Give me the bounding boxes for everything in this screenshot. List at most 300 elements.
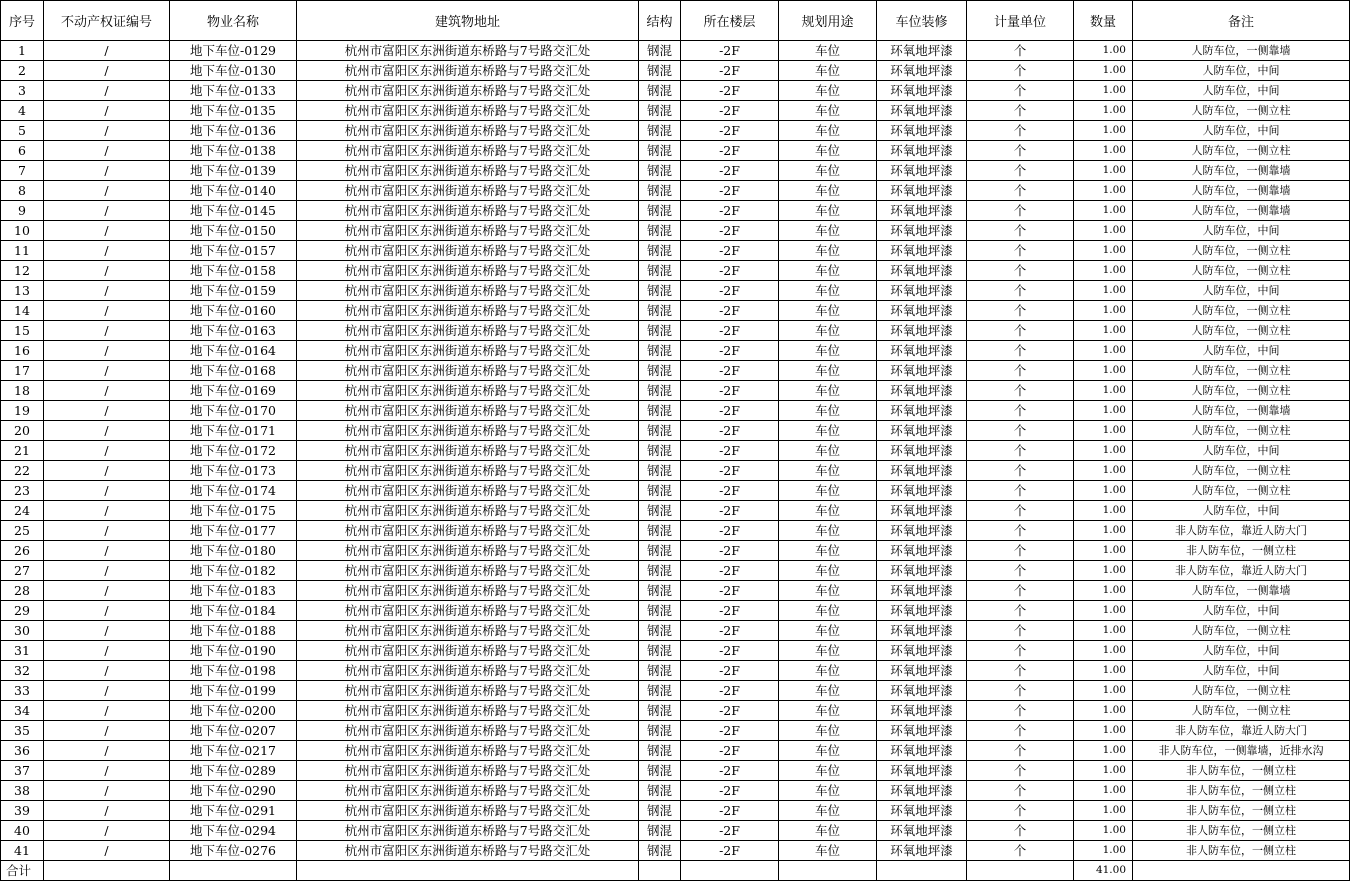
cell-structure: 钢混 (639, 321, 681, 341)
cell-index: 1 (1, 41, 44, 61)
table-row (1, 221, 1350, 241)
cell-quantity: 1.00 (1074, 741, 1133, 761)
cell-address: 杭州市富阳区东洲街道东桥路与7号路交汇处 (297, 161, 639, 181)
cell-structure: 钢混 (639, 161, 681, 181)
cell-certificate-no: / (44, 381, 170, 401)
cell-planned-use: 车位 (779, 821, 877, 841)
cell-certificate-no: / (44, 241, 170, 261)
cell-certificate-no: / (44, 781, 170, 801)
cell-index: 2 (1, 61, 44, 81)
cell-finish: 环氧地坪漆 (877, 261, 967, 281)
cell-remark: 人防车位，一侧立柱 (1133, 321, 1350, 341)
cell-structure: 钢混 (639, 701, 681, 721)
cell-structure: 钢混 (639, 841, 681, 861)
table-row (1, 261, 1350, 281)
cell-index: 21 (1, 441, 44, 461)
table-row (1, 181, 1350, 201)
cell-address: 杭州市富阳区东洲街道东桥路与7号路交汇处 (297, 781, 639, 801)
cell-property-name: 地下车位-0290 (170, 781, 297, 801)
cell-unit: 个 (967, 361, 1074, 381)
cell-index: 4 (1, 101, 44, 121)
total-quantity: 41.00 (1074, 861, 1133, 881)
cell-floor: -2F (681, 821, 779, 841)
cell-property-name: 地下车位-0160 (170, 301, 297, 321)
cell-finish: 环氧地坪漆 (877, 281, 967, 301)
cell-address: 杭州市富阳区东洲街道东桥路与7号路交汇处 (297, 341, 639, 361)
cell-quantity: 1.00 (1074, 581, 1133, 601)
cell-planned-use: 车位 (779, 781, 877, 801)
cell-quantity: 1.00 (1074, 181, 1133, 201)
cell-property-name: 地下车位-0138 (170, 141, 297, 161)
table-row (1, 521, 1350, 541)
cell-address: 杭州市富阳区东洲街道东桥路与7号路交汇处 (297, 761, 639, 781)
cell-structure: 钢混 (639, 521, 681, 541)
cell-finish: 环氧地坪漆 (877, 761, 967, 781)
cell-address: 杭州市富阳区东洲街道东桥路与7号路交汇处 (297, 521, 639, 541)
cell-structure: 钢混 (639, 141, 681, 161)
cell-property-name: 地下车位-0171 (170, 421, 297, 441)
table-row (1, 381, 1350, 401)
cell-index: 11 (1, 241, 44, 261)
cell-floor: -2F (681, 541, 779, 561)
cell-property-name: 地下车位-0170 (170, 401, 297, 421)
cell-certificate-no: / (44, 301, 170, 321)
cell-quantity: 1.00 (1074, 81, 1133, 101)
cell-index: 6 (1, 141, 44, 161)
cell-planned-use: 车位 (779, 421, 877, 441)
cell-finish: 环氧地坪漆 (877, 221, 967, 241)
cell-certificate-no: / (44, 421, 170, 441)
cell-planned-use: 车位 (779, 621, 877, 641)
cell-unit: 个 (967, 501, 1074, 521)
cell-address: 杭州市富阳区东洲街道东桥路与7号路交汇处 (297, 681, 639, 701)
cell-floor: -2F (681, 761, 779, 781)
table-row (1, 141, 1350, 161)
cell-index: 16 (1, 341, 44, 361)
cell-planned-use: 车位 (779, 381, 877, 401)
header-index: 序号 (1, 1, 44, 41)
total-empty-cell (681, 861, 779, 881)
total-empty-cell (779, 861, 877, 881)
table-row (1, 481, 1350, 501)
cell-address: 杭州市富阳区东洲街道东桥路与7号路交汇处 (297, 101, 639, 121)
cell-address: 杭州市富阳区东洲街道东桥路与7号路交汇处 (297, 361, 639, 381)
cell-finish: 环氧地坪漆 (877, 161, 967, 181)
cell-unit: 个 (967, 641, 1074, 661)
cell-certificate-no: / (44, 481, 170, 501)
cell-index: 18 (1, 381, 44, 401)
cell-planned-use: 车位 (779, 201, 877, 221)
cell-remark: 人防车位，一侧靠墙 (1133, 161, 1350, 181)
cell-quantity: 1.00 (1074, 821, 1133, 841)
cell-remark: 人防车位，中间 (1133, 601, 1350, 621)
table-header (1, 1, 1350, 41)
cell-planned-use: 车位 (779, 741, 877, 761)
total-empty-cell (967, 861, 1074, 881)
cell-quantity: 1.00 (1074, 201, 1133, 221)
cell-certificate-no: / (44, 341, 170, 361)
cell-unit: 个 (967, 381, 1074, 401)
cell-index: 10 (1, 221, 44, 241)
cell-quantity: 1.00 (1074, 401, 1133, 421)
cell-finish: 环氧地坪漆 (877, 201, 967, 221)
cell-structure: 钢混 (639, 741, 681, 761)
cell-quantity: 1.00 (1074, 781, 1133, 801)
cell-planned-use: 车位 (779, 761, 877, 781)
cell-planned-use: 车位 (779, 61, 877, 81)
cell-index: 32 (1, 661, 44, 681)
cell-remark: 非人防车位，一侧靠墙，近排水沟 (1133, 741, 1350, 761)
total-empty-cell (297, 861, 639, 881)
cell-finish: 环氧地坪漆 (877, 661, 967, 681)
cell-remark: 非人防车位，一侧立柱 (1133, 541, 1350, 561)
cell-structure: 钢混 (639, 101, 681, 121)
cell-floor: -2F (681, 261, 779, 281)
cell-unit: 个 (967, 521, 1074, 541)
cell-planned-use: 车位 (779, 801, 877, 821)
cell-structure: 钢混 (639, 181, 681, 201)
cell-finish: 环氧地坪漆 (877, 121, 967, 141)
cell-quantity: 1.00 (1074, 421, 1133, 441)
cell-structure: 钢混 (639, 301, 681, 321)
cell-finish: 环氧地坪漆 (877, 501, 967, 521)
table-body (1, 41, 1350, 861)
cell-unit: 个 (967, 121, 1074, 141)
cell-property-name: 地下车位-0168 (170, 361, 297, 381)
cell-remark: 人防车位，中间 (1133, 221, 1350, 241)
cell-property-name: 地下车位-0289 (170, 761, 297, 781)
cell-certificate-no: / (44, 801, 170, 821)
cell-quantity: 1.00 (1074, 241, 1133, 261)
cell-unit: 个 (967, 561, 1074, 581)
cell-quantity: 1.00 (1074, 101, 1133, 121)
cell-remark: 人防车位，中间 (1133, 341, 1350, 361)
table-row (1, 801, 1350, 821)
cell-planned-use: 车位 (779, 701, 877, 721)
cell-property-name: 地下车位-0175 (170, 501, 297, 521)
cell-index: 22 (1, 461, 44, 481)
cell-certificate-no: / (44, 661, 170, 681)
cell-property-name: 地下车位-0139 (170, 161, 297, 181)
table-row (1, 281, 1350, 301)
cell-planned-use: 车位 (779, 281, 877, 301)
table-row (1, 561, 1350, 581)
cell-property-name: 地下车位-0158 (170, 261, 297, 281)
cell-finish: 环氧地坪漆 (877, 401, 967, 421)
cell-address: 杭州市富阳区东洲街道东桥路与7号路交汇处 (297, 61, 639, 81)
cell-structure: 钢混 (639, 481, 681, 501)
cell-planned-use: 车位 (779, 501, 877, 521)
cell-planned-use: 车位 (779, 341, 877, 361)
cell-finish: 环氧地坪漆 (877, 341, 967, 361)
cell-quantity: 1.00 (1074, 441, 1133, 461)
cell-index: 12 (1, 261, 44, 281)
table-row (1, 621, 1350, 641)
cell-address: 杭州市富阳区东洲街道东桥路与7号路交汇处 (297, 321, 639, 341)
cell-finish: 环氧地坪漆 (877, 381, 967, 401)
cell-floor: -2F (681, 441, 779, 461)
cell-structure: 钢混 (639, 681, 681, 701)
cell-floor: -2F (681, 661, 779, 681)
cell-quantity: 1.00 (1074, 381, 1133, 401)
cell-property-name: 地下车位-0136 (170, 121, 297, 141)
cell-unit: 个 (967, 781, 1074, 801)
cell-property-name: 地下车位-0150 (170, 221, 297, 241)
cell-quantity: 1.00 (1074, 501, 1133, 521)
cell-floor: -2F (681, 341, 779, 361)
cell-finish: 环氧地坪漆 (877, 521, 967, 541)
cell-address: 杭州市富阳区东洲街道东桥路与7号路交汇处 (297, 281, 639, 301)
cell-index: 34 (1, 701, 44, 721)
cell-certificate-no: / (44, 261, 170, 281)
cell-floor: -2F (681, 121, 779, 141)
cell-floor: -2F (681, 381, 779, 401)
cell-finish: 环氧地坪漆 (877, 841, 967, 861)
cell-address: 杭州市富阳区东洲街道东桥路与7号路交汇处 (297, 621, 639, 641)
cell-unit: 个 (967, 261, 1074, 281)
cell-remark: 人防车位，中间 (1133, 441, 1350, 461)
cell-unit: 个 (967, 821, 1074, 841)
table-row (1, 201, 1350, 221)
total-row (1, 861, 1350, 881)
cell-remark: 人防车位，一侧靠墙 (1133, 181, 1350, 201)
cell-property-name: 地下车位-0157 (170, 241, 297, 261)
cell-unit: 个 (967, 741, 1074, 761)
cell-finish: 环氧地坪漆 (877, 721, 967, 741)
cell-property-name: 地下车位-0183 (170, 581, 297, 601)
cell-floor: -2F (681, 481, 779, 501)
cell-unit: 个 (967, 101, 1074, 121)
cell-address: 杭州市富阳区东洲街道东桥路与7号路交汇处 (297, 801, 639, 821)
cell-index: 39 (1, 801, 44, 821)
cell-remark: 人防车位，一侧靠墙 (1133, 41, 1350, 61)
cell-address: 杭州市富阳区东洲街道东桥路与7号路交汇处 (297, 541, 639, 561)
cell-certificate-no: / (44, 81, 170, 101)
table-footer (1, 861, 1350, 881)
cell-remark: 人防车位，中间 (1133, 641, 1350, 661)
cell-finish: 环氧地坪漆 (877, 541, 967, 561)
cell-remark: 人防车位，一侧立柱 (1133, 301, 1350, 321)
cell-floor: -2F (681, 561, 779, 581)
cell-certificate-no: / (44, 181, 170, 201)
cell-quantity: 1.00 (1074, 721, 1133, 741)
cell-unit: 个 (967, 321, 1074, 341)
cell-structure: 钢混 (639, 121, 681, 141)
cell-floor: -2F (681, 281, 779, 301)
cell-property-name: 地下车位-0130 (170, 61, 297, 81)
cell-unit: 个 (967, 301, 1074, 321)
cell-unit: 个 (967, 401, 1074, 421)
cell-floor: -2F (681, 301, 779, 321)
cell-structure: 钢混 (639, 581, 681, 601)
cell-structure: 钢混 (639, 441, 681, 461)
cell-unit: 个 (967, 241, 1074, 261)
cell-floor: -2F (681, 621, 779, 641)
cell-index: 15 (1, 321, 44, 341)
cell-planned-use: 车位 (779, 361, 877, 381)
cell-structure: 钢混 (639, 801, 681, 821)
cell-planned-use: 车位 (779, 401, 877, 421)
cell-finish: 环氧地坪漆 (877, 101, 967, 121)
cell-certificate-no: / (44, 561, 170, 581)
cell-floor: -2F (681, 401, 779, 421)
cell-unit: 个 (967, 61, 1074, 81)
cell-quantity: 1.00 (1074, 841, 1133, 861)
table-row (1, 501, 1350, 521)
cell-planned-use: 车位 (779, 461, 877, 481)
table-row (1, 681, 1350, 701)
cell-remark: 非人防车位，一侧立柱 (1133, 781, 1350, 801)
cell-remark: 人防车位，中间 (1133, 121, 1350, 141)
cell-structure: 钢混 (639, 81, 681, 101)
cell-quantity: 1.00 (1074, 621, 1133, 641)
cell-remark: 人防车位，一侧立柱 (1133, 261, 1350, 281)
cell-remark: 人防车位，一侧立柱 (1133, 381, 1350, 401)
cell-floor: -2F (681, 781, 779, 801)
cell-unit: 个 (967, 141, 1074, 161)
table-row (1, 701, 1350, 721)
cell-index: 30 (1, 621, 44, 641)
cell-planned-use: 车位 (779, 481, 877, 501)
cell-index: 36 (1, 741, 44, 761)
cell-index: 41 (1, 841, 44, 861)
cell-property-name: 地下车位-0173 (170, 461, 297, 481)
cell-certificate-no: / (44, 281, 170, 301)
cell-floor: -2F (681, 81, 779, 101)
table-row (1, 401, 1350, 421)
cell-planned-use: 车位 (779, 101, 877, 121)
cell-quantity: 1.00 (1074, 521, 1133, 541)
cell-remark: 人防车位，一侧立柱 (1133, 701, 1350, 721)
cell-remark: 人防车位，一侧立柱 (1133, 241, 1350, 261)
table-row (1, 581, 1350, 601)
cell-index: 8 (1, 181, 44, 201)
cell-certificate-no: / (44, 161, 170, 181)
cell-certificate-no: / (44, 621, 170, 641)
cell-structure: 钢混 (639, 201, 681, 221)
cell-property-name: 地下车位-0291 (170, 801, 297, 821)
cell-unit: 个 (967, 41, 1074, 61)
cell-address: 杭州市富阳区东洲街道东桥路与7号路交汇处 (297, 821, 639, 841)
cell-certificate-no: / (44, 581, 170, 601)
cell-address: 杭州市富阳区东洲街道东桥路与7号路交汇处 (297, 81, 639, 101)
cell-certificate-no: / (44, 741, 170, 761)
cell-finish: 环氧地坪漆 (877, 601, 967, 621)
cell-address: 杭州市富阳区东洲街道东桥路与7号路交汇处 (297, 421, 639, 441)
table-row (1, 321, 1350, 341)
cell-structure: 钢混 (639, 281, 681, 301)
cell-index: 26 (1, 541, 44, 561)
cell-finish: 环氧地坪漆 (877, 321, 967, 341)
cell-floor: -2F (681, 501, 779, 521)
cell-property-name: 地下车位-0159 (170, 281, 297, 301)
header-finish: 车位装修 (877, 1, 967, 41)
cell-index: 9 (1, 201, 44, 221)
table-row (1, 61, 1350, 81)
cell-remark: 非人防车位，一侧立柱 (1133, 821, 1350, 841)
cell-remark: 非人防车位，一侧立柱 (1133, 841, 1350, 861)
cell-floor: -2F (681, 41, 779, 61)
table-row (1, 441, 1350, 461)
cell-finish: 环氧地坪漆 (877, 681, 967, 701)
cell-remark: 非人防车位，靠近人防大门 (1133, 721, 1350, 741)
cell-structure: 钢混 (639, 381, 681, 401)
cell-finish: 环氧地坪漆 (877, 81, 967, 101)
cell-property-name: 地下车位-0207 (170, 721, 297, 741)
cell-index: 13 (1, 281, 44, 301)
cell-floor: -2F (681, 641, 779, 661)
cell-address: 杭州市富阳区东洲街道东桥路与7号路交汇处 (297, 381, 639, 401)
table-row (1, 601, 1350, 621)
cell-quantity: 1.00 (1074, 801, 1133, 821)
cell-quantity: 1.00 (1074, 541, 1133, 561)
cell-finish: 环氧地坪漆 (877, 141, 967, 161)
cell-remark: 非人防车位，靠近人防大门 (1133, 521, 1350, 541)
table-row (1, 781, 1350, 801)
cell-floor: -2F (681, 421, 779, 441)
cell-remark: 人防车位，一侧立柱 (1133, 681, 1350, 701)
cell-unit: 个 (967, 661, 1074, 681)
cell-certificate-no: / (44, 641, 170, 661)
cell-planned-use: 车位 (779, 661, 877, 681)
cell-remark: 人防车位，一侧立柱 (1133, 421, 1350, 441)
cell-property-name: 地下车位-0145 (170, 201, 297, 221)
cell-index: 3 (1, 81, 44, 101)
cell-planned-use: 车位 (779, 561, 877, 581)
cell-quantity: 1.00 (1074, 561, 1133, 581)
cell-property-name: 地下车位-0188 (170, 621, 297, 641)
cell-structure: 钢混 (639, 721, 681, 741)
cell-address: 杭州市富阳区东洲街道东桥路与7号路交汇处 (297, 841, 639, 861)
cell-unit: 个 (967, 481, 1074, 501)
cell-property-name: 地下车位-0172 (170, 441, 297, 461)
cell-finish: 环氧地坪漆 (877, 421, 967, 441)
cell-finish: 环氧地坪漆 (877, 61, 967, 81)
cell-unit: 个 (967, 841, 1074, 861)
cell-finish: 环氧地坪漆 (877, 701, 967, 721)
cell-certificate-no: / (44, 141, 170, 161)
cell-finish: 环氧地坪漆 (877, 641, 967, 661)
cell-certificate-no: / (44, 361, 170, 381)
cell-unit: 个 (967, 581, 1074, 601)
cell-address: 杭州市富阳区东洲街道东桥路与7号路交汇处 (297, 741, 639, 761)
cell-floor: -2F (681, 101, 779, 121)
cell-certificate-no: / (44, 61, 170, 81)
cell-certificate-no: / (44, 701, 170, 721)
cell-certificate-no: / (44, 461, 170, 481)
cell-index: 31 (1, 641, 44, 661)
cell-certificate-no: / (44, 721, 170, 741)
cell-address: 杭州市富阳区东洲街道东桥路与7号路交汇处 (297, 241, 639, 261)
cell-floor: -2F (681, 141, 779, 161)
cell-address: 杭州市富阳区东洲街道东桥路与7号路交汇处 (297, 701, 639, 721)
header-structure: 结构 (639, 1, 681, 41)
cell-unit: 个 (967, 341, 1074, 361)
cell-remark: 人防车位，一侧立柱 (1133, 361, 1350, 381)
table-row (1, 461, 1350, 481)
header-address: 建筑物地址 (297, 1, 639, 41)
table-row (1, 841, 1350, 861)
cell-structure: 钢混 (639, 41, 681, 61)
cell-structure: 钢混 (639, 261, 681, 281)
cell-unit: 个 (967, 801, 1074, 821)
cell-certificate-no: / (44, 441, 170, 461)
header-property-name: 物业名称 (170, 1, 297, 41)
cell-planned-use: 车位 (779, 41, 877, 61)
cell-unit: 个 (967, 221, 1074, 241)
cell-floor: -2F (681, 721, 779, 741)
cell-floor: -2F (681, 841, 779, 861)
